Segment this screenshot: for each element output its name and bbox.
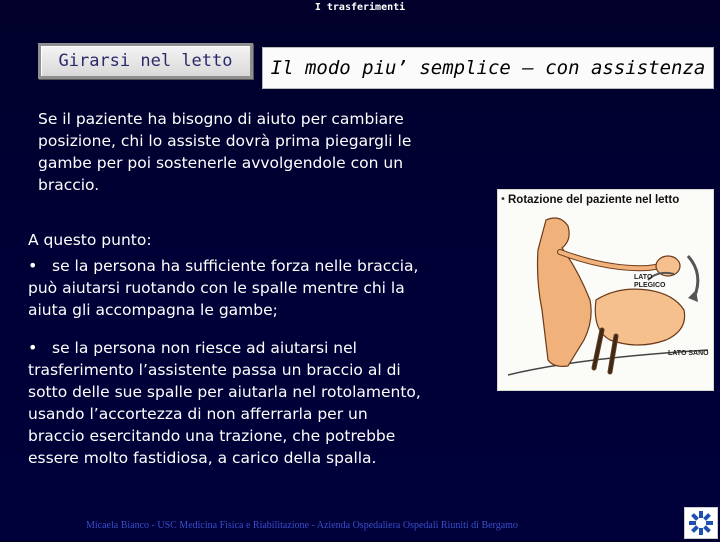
- footer-credit: Micaela Bianco - USC Medicina Fisica e Riabilitazione - Azienda Ospedaliera Ospedali Riuniti di Bergamo: [86, 520, 518, 531]
- intro-text: A questo punto:: [28, 231, 152, 249]
- label-healthy-side: LATO SANO: [668, 350, 709, 357]
- instruction-paragraph: Se il paziente ha bisogno di aiuto per cambiare posizione, chi lo assiste dovrà prima piegargli le gambe per poi sostenerle avvolgendole con un braccio.: [38, 110, 412, 194]
- bullet-item: [28, 255, 508, 321]
- figure-title-bullet: •: [500, 194, 506, 205]
- figure-title: Rotazione del paziente nel letto: [508, 194, 680, 206]
- patient-rotation-illustration: [497, 189, 714, 391]
- bullet-item: [28, 337, 508, 469]
- label-plegic-side: LATO PLEGICO: [634, 274, 666, 289]
- caregiver-patient-drawing: [498, 190, 713, 390]
- subtitle-box: [262, 47, 714, 89]
- bullet-icon: •: [28, 256, 38, 275]
- subtitle-text: Il modo piu’ semplice – con assistenza: [270, 57, 706, 79]
- bullet-icon: •: [28, 338, 38, 357]
- topic-label: Girarsi nel letto: [58, 51, 233, 71]
- topic-box: [38, 43, 253, 79]
- logo-mark: [685, 508, 717, 538]
- slide-header-title: I trasferimenti: [314, 2, 406, 13]
- bullet-item-text: se la persona ha sufficiente forza nelle braccia, può aiutarsi ruotando con le spalle mentre chi la aiuta gli accompagna le gambe;: [28, 257, 419, 319]
- hospital-logo-icon: [684, 507, 718, 539]
- bullet-item-text: se la persona non riesce ad aiutarsi nel trasferimento l’assistente passa un braccio al di sotto delle sue spalle per aiutarla nel rotolamento, usando l’accortezza di non afferrarla per un braccio esercitando una trazione, che potrebbe essere molto fastidiosa, a carico della spalla.: [28, 339, 421, 467]
